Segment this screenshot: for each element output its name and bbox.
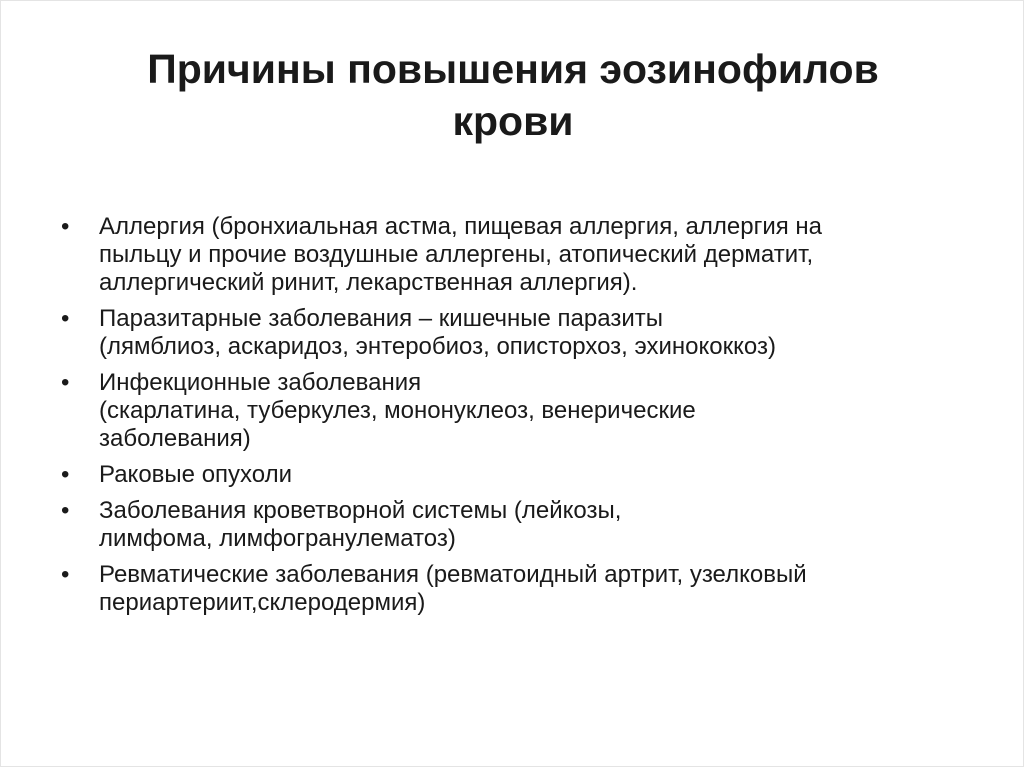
bullet-item-infectious (61, 369, 971, 453)
bullet-marker: • (61, 497, 70, 524)
slide-title-line-1: Причины повышения эозинофилов (147, 46, 879, 92)
bullet-text (99, 561, 971, 617)
bullet-marker: • (61, 305, 70, 332)
bullet-item-parasitic (61, 305, 971, 361)
bullet-line: заболевания) (99, 425, 251, 452)
bullet-list (61, 213, 971, 625)
bullet-line: аллергический ринит, лекарственная аллергия). (99, 269, 638, 296)
bullet-text (99, 305, 971, 361)
bullet-marker: • (61, 213, 70, 240)
bullet-text (99, 497, 971, 553)
bullet-line: Паразитарные заболевания – кишечные паразиты (99, 305, 663, 332)
bullet-item-rheumatic (61, 561, 971, 617)
bullet-line: Ревматические заболевания (ревматоидный артрит, узелковый (99, 561, 807, 588)
bullet-line: периартериит,склеродермия) (99, 589, 426, 616)
bullet-text (99, 213, 971, 297)
bullet-text (99, 369, 971, 453)
bullet-line: Аллергия (бронхиальная астма, пищевая аллергия, аллергия на (99, 213, 823, 240)
bullet-marker: • (61, 461, 70, 488)
bullet-item-cancer (61, 461, 971, 489)
bullet-line: (лямблиоз, аскаридоз, энтеробиоз, описторхоз, эхинококкоз) (99, 333, 776, 360)
bullet-marker: • (61, 369, 70, 396)
bullet-line: (скарлатина, туберкулез, мононуклеоз, венерические (99, 397, 696, 424)
bullet-text (99, 461, 971, 489)
slide-title-line-2: крови (452, 98, 574, 144)
bullet-item-hematopoietic (61, 497, 971, 553)
slide-title (61, 43, 965, 147)
bullet-marker: • (61, 561, 70, 588)
bullet-item-allergy (61, 213, 971, 297)
bullet-line: Инфекционные заболевания (99, 369, 422, 396)
bullet-line: Раковые опухоли (99, 461, 292, 488)
bullet-line: пыльцу и прочие воздушные аллергены, атопический дерматит, (99, 241, 814, 268)
bullet-line: Заболевания кроветворной системы (лейкозы, (99, 497, 622, 524)
bullet-line: лимфома, лимфогранулематоз) (99, 525, 456, 552)
